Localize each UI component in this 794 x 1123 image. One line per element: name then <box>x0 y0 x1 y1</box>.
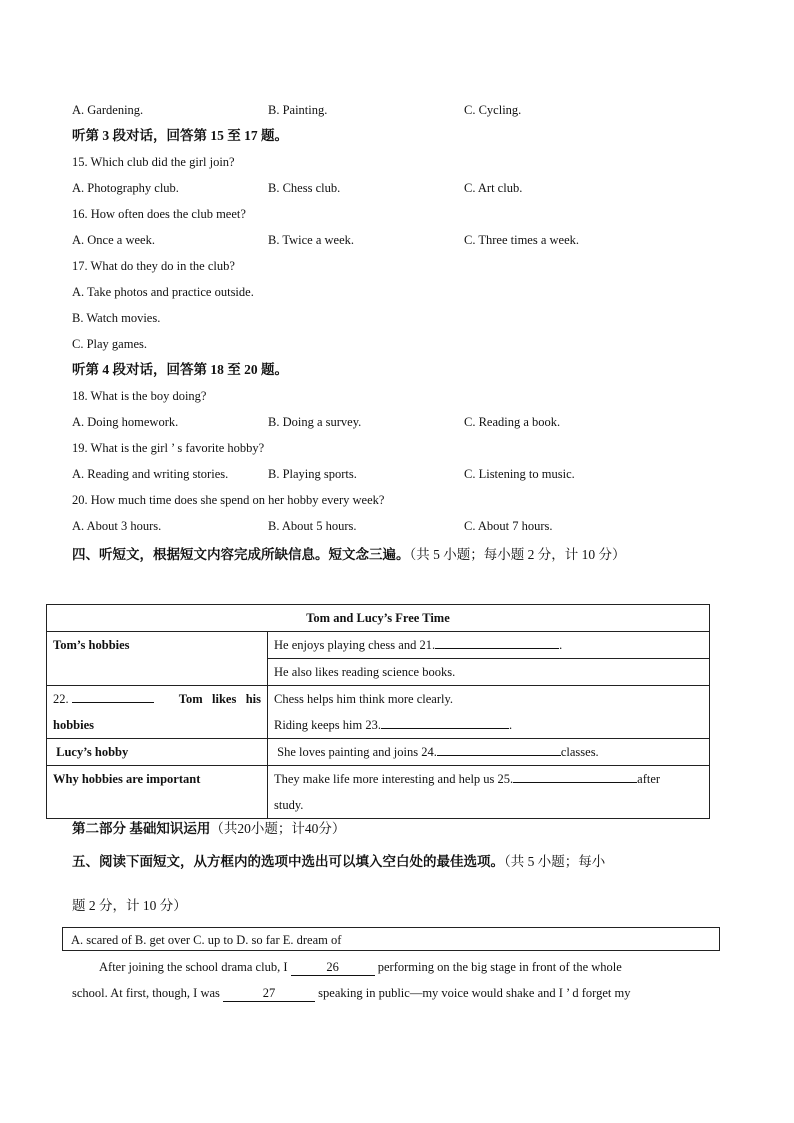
q19-option-a: A. Reading and writing stories. <box>72 467 229 481</box>
q14-option-b: B. Painting. <box>268 103 328 117</box>
q17-question: 17. What do they do in the club? <box>72 259 235 273</box>
blank-27-number: 27 <box>262 986 276 1000</box>
q18-option-c: C. Reading a book. <box>464 415 561 429</box>
blank-27[interactable] <box>223 985 315 1002</box>
row2-line2: Riding keeps him 23. . <box>274 712 703 738</box>
section4-note: （共 5 小题；每小题 2 分，计 10 分） <box>409 547 626 562</box>
part2-note: （共20小题；计40分） <box>210 821 346 836</box>
q18-option-b: B. Doing a survey. <box>268 415 362 429</box>
section5-note-b: 题 2 分，计 10 分） <box>72 898 187 913</box>
row3-label <box>47 739 268 766</box>
passage-line-2 <box>72 985 631 1002</box>
part2-title: 第二部分 基础知识运用 <box>72 821 211 836</box>
section5-note-a: （共 5 小题；每小 <box>504 854 606 869</box>
blank-26[interactable] <box>291 959 375 976</box>
dialog4-heading: 听第 4 段对话，回答第 18 至 20 题。 <box>72 362 288 377</box>
row2-label-text-b: hobbies <box>53 718 94 732</box>
q15-option-c: C. Art club. <box>464 181 523 195</box>
row3-label-text: Lucy’s hobby <box>56 745 129 759</box>
row1-line2: He also likes reading science books. <box>268 659 710 686</box>
row4-label: Why hobbies are important <box>47 766 268 819</box>
blank-23[interactable] <box>381 714 509 729</box>
blank-22[interactable] <box>72 688 154 703</box>
row4-content <box>268 766 710 819</box>
q16-option-b: B. Twice a week. <box>268 233 355 247</box>
row1-label: Tom’s hobbies <box>47 632 268 686</box>
row3-text-post: classes. <box>560 745 599 759</box>
row1-line1: He enjoys playing chess and 21. . <box>268 632 710 659</box>
row4-line2: study. <box>274 798 304 812</box>
section5-title: 五、阅读下面短文，从方框内的选项中选出可以填入空白处的最佳选项。 <box>72 854 504 869</box>
row2-line1: Chess helps him think more clearly. <box>274 692 454 706</box>
q17-option-b: B. Watch movies. <box>72 311 161 325</box>
q14-option-a: A. Gardening. <box>72 103 144 117</box>
passage-l2-c: speaking in public—my voice would shake and I ’ d forget my <box>318 986 631 1000</box>
row4-line1 <box>274 766 703 792</box>
blank-25[interactable] <box>513 768 637 783</box>
row4-text-post: after <box>637 772 661 786</box>
q18-option-a: A. Doing homework. <box>72 415 179 429</box>
passage-l2-a: school. At first, though, I was <box>72 986 220 1000</box>
passage-l1-a: After joining the school drama club, I <box>99 960 288 974</box>
q17-option-c: C. Play games. <box>72 337 147 351</box>
row2-content <box>268 686 710 739</box>
q15-question: 15. Which club did the girl join? <box>72 155 235 169</box>
q19-option-c: C. Listening to music. <box>464 467 575 481</box>
section4-title: 四、听短文，根据短文内容完成所缺信息。短文念三遍。 <box>72 547 410 562</box>
q19-question: 19. What is the girl ’ s favorite hobby? <box>72 441 265 455</box>
row3-text: She loves painting and joins 24. <box>277 745 437 759</box>
row3-content <box>268 739 710 766</box>
row2-line2-text: Riding keeps him 23. <box>274 718 381 732</box>
q16-option-c: C. Three times a week. <box>464 233 580 247</box>
option-box: A. scared of B. get over C. up to D. so far E. dream of <box>62 927 720 951</box>
q17-option-a: A. Take photos and practice outside. <box>72 285 254 299</box>
q16-question: 16. How often does the club meet? <box>72 207 246 221</box>
section4-heading <box>72 542 722 568</box>
blank-26-number: 26 <box>326 960 339 974</box>
part2-heading <box>72 820 345 838</box>
q18-question: 18. What is the boy doing? <box>72 389 207 403</box>
q15-option-b: B. Chess club. <box>268 181 341 195</box>
dialog3-heading: 听第 3 段对话，回答第 15 至 17 题。 <box>72 128 288 143</box>
row4-text: They make life more interesting and help us 25. <box>274 772 514 786</box>
q16-option-a: A. Once a week. <box>72 233 155 247</box>
row1-line1-text: He enjoys playing chess and 21. <box>274 638 436 652</box>
table-title: Tom and Lucy’s Free Time <box>47 605 710 632</box>
q20-question: 20. How much time does she spend on her hobby every week? <box>72 493 385 507</box>
q14-option-c: C. Cycling. <box>464 103 522 117</box>
section5-heading <box>72 852 722 913</box>
q19-option-b: B. Playing sports. <box>268 467 357 481</box>
blank-24[interactable] <box>437 741 561 756</box>
q20-option-b: B. About 5 hours. <box>268 519 357 533</box>
q20-option-c: C. About 7 hours. <box>464 519 553 533</box>
q15-option-a: A. Photography club. <box>72 181 179 195</box>
row2-label <box>47 686 268 739</box>
info-table <box>46 604 710 819</box>
q20-option-a: A. About 3 hours. <box>72 519 162 533</box>
row2-label-num: 22. <box>53 692 69 706</box>
blank-21[interactable] <box>435 634 559 649</box>
passage-line-1 <box>99 959 622 976</box>
row2-label-text-a: Tom likes his <box>178 692 261 706</box>
passage-l1-c: performing on the big stage in front of the whole <box>377 960 622 974</box>
